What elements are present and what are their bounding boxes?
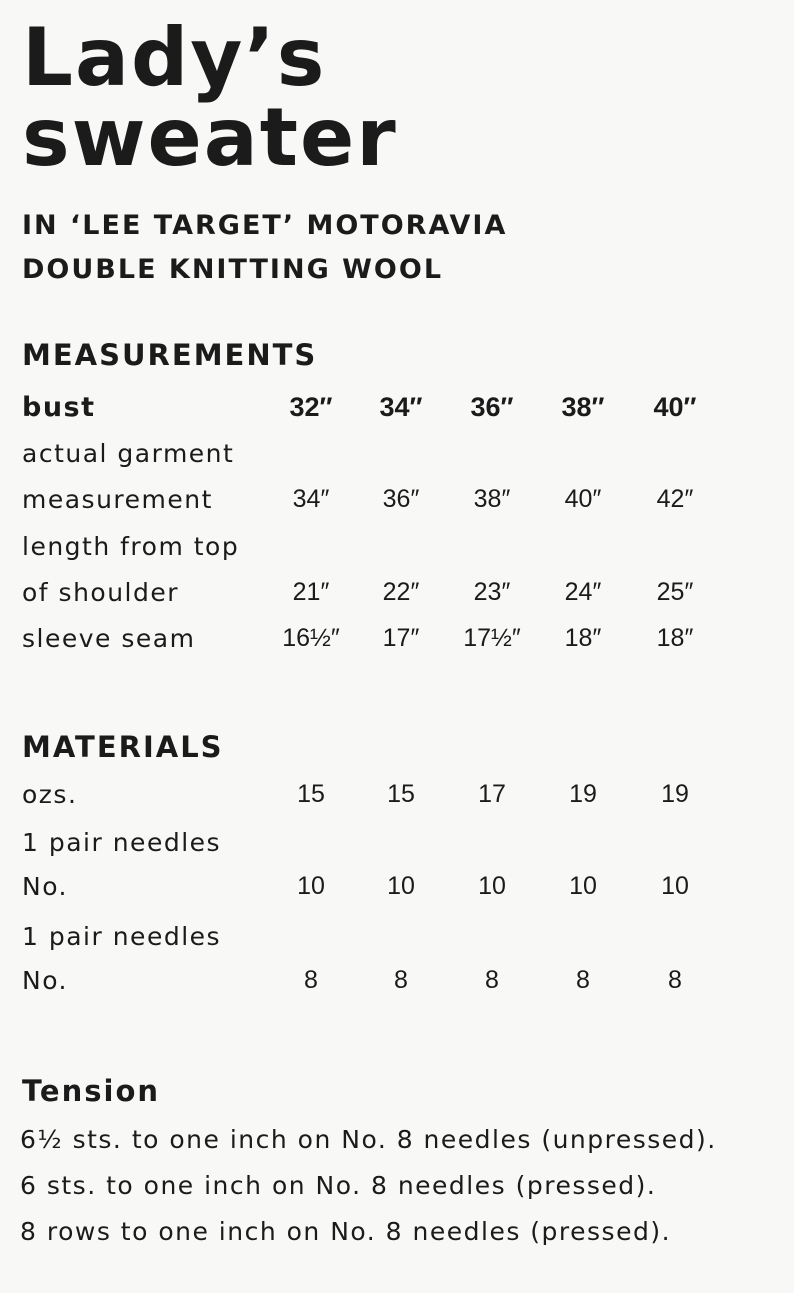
size-32: 32″: [289, 392, 333, 422]
row-label: No.: [22, 872, 69, 901]
value-cell: 10: [297, 872, 325, 900]
subtitle: [22, 204, 507, 292]
row-label: actual garment: [22, 439, 235, 468]
row-label: 1 pair needles: [22, 922, 222, 951]
value-cell: 25″: [656, 578, 694, 606]
tension-line-3: 8 rows to one inch on No. 8 needles (pressed).: [20, 1217, 672, 1246]
value-cell: 36″: [382, 485, 420, 513]
value-cell: 10: [387, 872, 415, 900]
value-cell: 10: [478, 872, 506, 900]
material-row-pair-needles: [0, 828, 794, 874]
material-row-ozs: [0, 780, 794, 826]
title-line-1: Lady’s: [22, 11, 327, 104]
value-cell: 18″: [564, 624, 602, 652]
value-cell: 16½″: [282, 624, 340, 652]
material-row-no-8: [0, 966, 794, 1012]
measurement-row-actual-garment: [0, 439, 794, 485]
tension-line-1: 6½ sts. to one inch on No. 8 needles (unpressed).: [20, 1125, 717, 1154]
measurement-row-length-from-top: [0, 532, 794, 578]
value-cell: 15: [387, 780, 415, 808]
measurements-heading: MEASUREMENTS: [22, 338, 318, 372]
row-label: length from top: [22, 532, 240, 561]
value-cell: 17: [478, 780, 506, 808]
value-cell: 24″: [564, 578, 602, 606]
value-cell: 10: [569, 872, 597, 900]
measurement-row-measurement: [0, 485, 794, 531]
size-38: 38″: [561, 392, 605, 422]
subtitle-line-1: IN ‘LEE TARGET’ MOTORAVIA: [22, 210, 508, 241]
title-line-2: sweater: [22, 91, 398, 184]
size-34: 34″: [379, 392, 423, 422]
value-cell: 34″: [292, 485, 330, 513]
value-cell: 8: [576, 966, 590, 994]
tension-heading: Tension: [22, 1074, 161, 1108]
measurement-row-sleeve-seam: [0, 624, 794, 670]
page-title: [22, 11, 398, 184]
row-label: 1 pair needles: [22, 828, 222, 857]
measurement-row-of-shoulder: [0, 578, 794, 624]
value-cell: 17″: [382, 624, 420, 652]
row-label: measurement: [22, 485, 213, 514]
value-cell: 15: [297, 780, 325, 808]
size-36: 36″: [470, 392, 514, 422]
value-cell: 23″: [473, 578, 511, 606]
material-row-no-10: [0, 872, 794, 918]
measurement-row-bust: [0, 392, 794, 438]
value-cell: 17½″: [463, 624, 521, 652]
value-cell: 8: [394, 966, 408, 994]
row-label: of shoulder: [22, 578, 180, 607]
row-label: ozs.: [22, 780, 78, 809]
value-cell: 42″: [656, 485, 694, 513]
row-label: No.: [22, 966, 69, 995]
material-row-pair-needles: [0, 922, 794, 968]
value-cell: 40″: [564, 485, 602, 513]
value-cell: 8: [304, 966, 318, 994]
value-cell: 10: [661, 872, 689, 900]
value-cell: 38″: [473, 485, 511, 513]
value-cell: 21″: [292, 578, 330, 606]
value-cell: 8: [485, 966, 499, 994]
value-cell: 18″: [656, 624, 694, 652]
value-cell: 22″: [382, 578, 420, 606]
tension-line-2: 6 sts. to one inch on No. 8 needles (pressed).: [20, 1171, 657, 1200]
subtitle-line-2: DOUBLE KNITTING WOOL: [22, 254, 444, 285]
size-40: 40″: [653, 392, 697, 422]
materials-heading: MATERIALS: [22, 730, 224, 764]
row-label: bust: [22, 392, 96, 423]
row-label: sleeve seam: [22, 624, 196, 653]
value-cell: 19: [661, 780, 689, 808]
value-cell: 19: [569, 780, 597, 808]
value-cell: 8: [668, 966, 682, 994]
